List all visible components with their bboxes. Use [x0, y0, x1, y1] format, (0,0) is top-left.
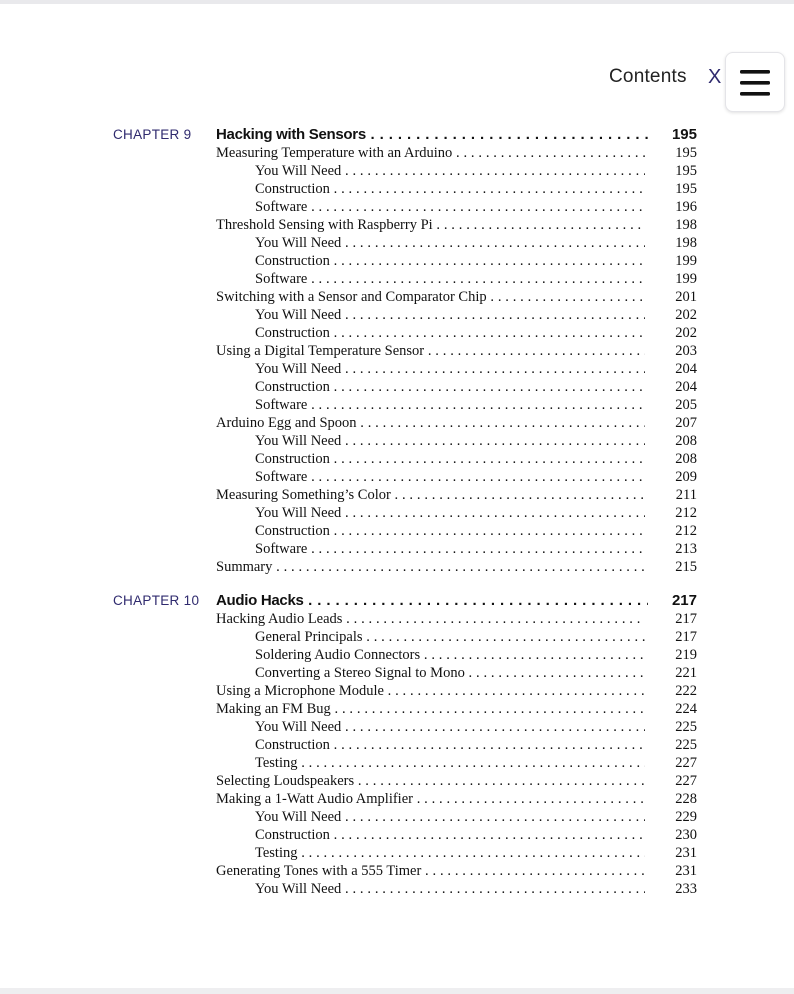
toc-section-link[interactable]	[0, 862, 794, 880]
toc-subsection-link[interactable]	[0, 252, 794, 270]
toc-section-link[interactable]	[0, 288, 794, 306]
toc-subsection-link[interactable]	[0, 306, 794, 324]
toc-page-number: 227	[675, 755, 697, 771]
toc-entry-title: Construction . . .	[255, 378, 645, 396]
toc-subsection-link[interactable]	[0, 432, 794, 450]
toc-section-link[interactable]	[0, 216, 794, 234]
hamburger-menu-icon	[740, 68, 770, 98]
toc-entry-title: Construction . . .	[255, 180, 645, 198]
toc-entry-title: You Will Need . . .	[255, 234, 645, 252]
toc-entry-title: You Will Need . . .	[255, 360, 645, 378]
toc-section-link[interactable]	[0, 342, 794, 360]
toc-page-number: 207	[675, 415, 697, 431]
toc-page-number: 204	[675, 361, 697, 377]
toc-entry-title: You Will Need . . .	[255, 880, 645, 898]
chapter-label: CHAPTER 9	[113, 127, 192, 142]
toc-subsection-link[interactable]	[0, 628, 794, 646]
toc-page-number: 198	[675, 217, 697, 233]
toc-entry-title: You Will Need . . .	[255, 306, 645, 324]
toc-subsection-link[interactable]	[0, 522, 794, 540]
toc-page-number: 225	[675, 737, 697, 753]
toc-entry-title: Construction . . .	[255, 826, 645, 844]
toc-page-number: 202	[675, 307, 697, 323]
chapter-block	[0, 591, 794, 898]
toc-section-link[interactable]	[0, 682, 794, 700]
toc-page-number: 198	[675, 235, 697, 251]
bottom-edge-strip	[0, 988, 794, 994]
menu-button[interactable]	[725, 52, 785, 112]
toc-page-number: 203	[675, 343, 697, 359]
page-title: Contents	[609, 66, 687, 87]
toc-subsection-link[interactable]	[0, 664, 794, 682]
toc-section-link[interactable]	[0, 790, 794, 808]
toc-page-number: 212	[675, 505, 697, 521]
toc-subsection-link[interactable]	[0, 162, 794, 180]
toc-section-link[interactable]	[0, 700, 794, 718]
toc-header	[0, 52, 794, 114]
toc-page-number: 217	[675, 611, 697, 627]
toc-entry-title: Software . . .	[255, 396, 645, 414]
toc-subsection-link[interactable]	[0, 396, 794, 414]
chapter-block	[0, 125, 794, 576]
toc-subsection-link[interactable]	[0, 360, 794, 378]
toc-page-number: 208	[675, 451, 697, 467]
toc-subsection-link[interactable]	[0, 468, 794, 486]
toc-page-number: 227	[675, 773, 697, 789]
toc-entry-title: Arduino Egg and Spoon . . .	[216, 414, 645, 432]
toc-page-number: 205	[675, 397, 697, 413]
toc-entry-title: You Will Need . . .	[255, 432, 645, 450]
toc-entry-title: Threshold Sensing with Raspberry Pi . . .	[216, 216, 645, 234]
toc-subsection-link[interactable]	[0, 540, 794, 558]
toc-entry-title: Construction . . .	[255, 252, 645, 270]
toc-page-number: 213	[675, 541, 697, 557]
toc-entry-title: Software . . .	[255, 270, 645, 288]
toc-entry-title: Construction . . .	[255, 736, 645, 754]
toc-section-link[interactable]	[0, 414, 794, 432]
toc-page-number: 211	[675, 487, 697, 503]
table-of-contents	[0, 125, 794, 898]
toc-subsection-link[interactable]	[0, 880, 794, 898]
toc-page-number: 219	[675, 647, 697, 663]
toc-page-number: 195	[675, 145, 697, 161]
chapter-page-number: 217	[671, 592, 697, 609]
toc-subsection-link[interactable]	[0, 844, 794, 862]
chapter-title-link[interactable]	[0, 125, 794, 144]
toc-page-number: 230	[675, 827, 697, 843]
toc-subsection-link[interactable]	[0, 718, 794, 736]
toc-page-number: 222	[675, 683, 697, 699]
close-button[interactable]: X	[708, 64, 734, 90]
toc-page-number: 231	[675, 845, 697, 861]
toc-entry-title: Construction . . .	[255, 522, 645, 540]
toc-subsection-link[interactable]	[0, 180, 794, 198]
toc-entry-title: Measuring Something’s Color . . .	[216, 486, 645, 504]
toc-page-number: 224	[675, 701, 697, 717]
toc-entry-title: You Will Need . . .	[255, 808, 645, 826]
toc-entry-title: Switching with a Sensor and Comparator Chip . . .	[216, 288, 645, 306]
toc-entry-title: Software . . .	[255, 198, 645, 216]
top-edge-strip	[0, 0, 794, 4]
toc-section-link[interactable]	[0, 772, 794, 790]
toc-section-link[interactable]	[0, 144, 794, 162]
toc-page-number: 225	[675, 719, 697, 735]
toc-entry-title: You Will Need . . .	[255, 162, 645, 180]
toc-entry-title: Testing . . .	[255, 844, 645, 862]
toc-entry-title: Using a Microphone Module . . .	[216, 682, 645, 700]
toc-entry-title: Generating Tones with a 555 Timer . . .	[216, 862, 645, 880]
toc-page-number: 196	[675, 199, 697, 215]
toc-entry-title: Summary . . .	[216, 558, 645, 576]
toc-page-number: 231	[675, 863, 697, 879]
toc-page-number: 221	[675, 665, 697, 681]
toc-subsection-link[interactable]	[0, 808, 794, 826]
toc-page-number: 195	[675, 163, 697, 179]
toc-page-number: 212	[675, 523, 697, 539]
chapter-page-number: 195	[671, 126, 697, 143]
toc-page-number: 201	[675, 289, 697, 305]
toc-entry-title: Using a Digital Temperature Sensor . . .	[216, 342, 645, 360]
toc-entry-title: Soldering Audio Connectors . . .	[255, 646, 645, 664]
toc-entry-title: General Principals . . .	[255, 628, 645, 646]
toc-subsection-link[interactable]	[0, 504, 794, 522]
chapter-title: Hacking with Sensors . . .	[216, 125, 648, 144]
chapter-label: CHAPTER 10	[113, 593, 200, 608]
toc-subsection-link[interactable]	[0, 826, 794, 844]
toc-page-number: 208	[675, 433, 697, 449]
toc-entry-title: Construction . . .	[255, 324, 645, 342]
toc-entry-title: You Will Need . . .	[255, 718, 645, 736]
toc-subsection-link[interactable]	[0, 270, 794, 288]
toc-subsection-link[interactable]	[0, 324, 794, 342]
toc-section-link[interactable]	[0, 558, 794, 576]
toc-entry-title: Selecting Loudspeakers . . .	[216, 772, 645, 790]
toc-page-number: 229	[675, 809, 697, 825]
toc-entry-title: Making an FM Bug . . .	[216, 700, 645, 718]
toc-page-number: 209	[675, 469, 697, 485]
toc-subsection-link[interactable]	[0, 736, 794, 754]
toc-entry-title: Software . . .	[255, 468, 645, 486]
toc-section-link[interactable]	[0, 486, 794, 504]
toc-page-number: 217	[675, 629, 697, 645]
toc-subsection-link[interactable]	[0, 646, 794, 664]
toc-subsection-link[interactable]	[0, 450, 794, 468]
toc-subsection-link[interactable]	[0, 234, 794, 252]
toc-entry-title: Hacking Audio Leads . . .	[216, 610, 645, 628]
toc-page-number: 228	[675, 791, 697, 807]
chapter-title: Audio Hacks . . .	[216, 591, 648, 610]
chapter-title-link[interactable]	[0, 591, 794, 610]
toc-entry-title: Making a 1-Watt Audio Amplifier . . .	[216, 790, 645, 808]
toc-section-link[interactable]	[0, 610, 794, 628]
toc-page-number: 215	[675, 559, 697, 575]
toc-entry-title: You Will Need . . .	[255, 504, 645, 522]
toc-subsection-link[interactable]	[0, 754, 794, 772]
toc-entry-title: Measuring Temperature with an Arduino . . .	[216, 144, 645, 162]
toc-entry-title: Testing . . .	[255, 754, 645, 772]
toc-subsection-link[interactable]	[0, 198, 794, 216]
toc-page-number: 199	[675, 271, 697, 287]
toc-page-number: 204	[675, 379, 697, 395]
toc-entry-title: Software . . .	[255, 540, 645, 558]
toc-entry-title: Construction . . .	[255, 450, 645, 468]
toc-page-number: 233	[675, 881, 697, 897]
toc-page-number: 199	[675, 253, 697, 269]
toc-page-number: 195	[675, 181, 697, 197]
toc-subsection-link[interactable]	[0, 378, 794, 396]
toc-entry-title: Converting a Stereo Signal to Mono . . .	[255, 664, 645, 682]
toc-page-number: 202	[675, 325, 697, 341]
